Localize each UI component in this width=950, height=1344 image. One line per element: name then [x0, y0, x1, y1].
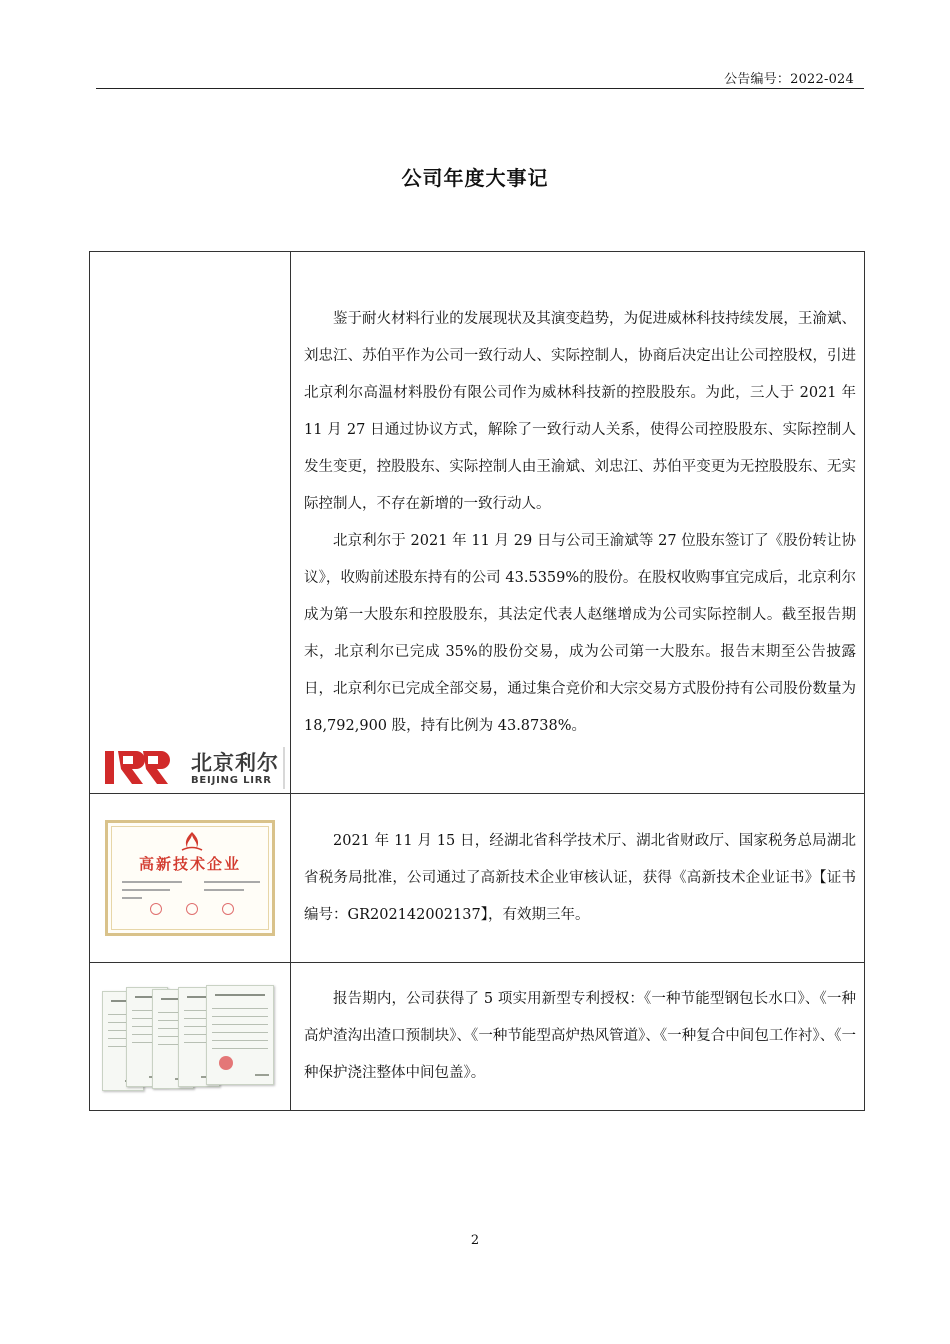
image-cell-logo	[90, 252, 291, 794]
image-cell-certificate	[90, 794, 291, 963]
event-row-ownership-change	[90, 252, 865, 794]
events-table	[89, 251, 865, 1111]
beijing-lirr-logo	[103, 739, 285, 795]
announcement-code: 公告编号：2022-024	[724, 72, 854, 87]
certificate-seal-icon	[150, 903, 162, 915]
paragraph: 鉴于耐火材料行业的发展现状及其演变趋势，为促进威林科技持续发展，王渝斌、刘忠江、苏伯平作为公司一致行动人、实际控制人，协商后决定出让公司控股权，引进北京利尔高温材料股份有限公司作为威林科技新的控股股东。为此，三人于 2021 年 11 月 27 日通过协议方式，解除了一致行动人关系，使得公司控股股东、实际控制人发生变更，控股股东、实际控制人由王渝斌、刘忠江、苏伯平变更为无控股股东、无实际控制人，不存在新增的一致行动人。	[304, 310, 856, 512]
lirr-mark-icon	[103, 739, 185, 795]
certificate-seal-icon	[186, 903, 198, 915]
certificate-title: 高新技术企业	[138, 855, 241, 873]
text-cell-high-tech-certification	[291, 794, 865, 963]
certificate-text-line	[204, 889, 244, 891]
page-title: 公司年度大事记	[401, 166, 549, 190]
patent-certificate	[206, 985, 274, 1085]
image-cell-patents	[90, 963, 291, 1111]
paragraph: 报告期内，公司获得了 5 项实用新型专利授权：《一种节能型钢包长水口》、《一种高炉渣沟出渣口预制块》、《一种节能型高炉热风管道》、《一种复合中间包工作衬》、《一种保护浇注整体中间包盖》。	[304, 991, 856, 1081]
text-cell-patents	[291, 963, 865, 1111]
event-row-high-tech-certification	[90, 794, 865, 963]
paragraph: 2021 年 11 月 15 日，经湖北省科学技术厅、湖北省财政厅、国家税务总局湖北省税务局批准，公司通过了高新技术企业审核认证，获得《高新技术企业证书》【证书编号：GR202142002137】，有效期三年。	[304, 832, 856, 923]
logo-chinese-name: 北京利尔	[191, 750, 279, 775]
red-seal-icon	[219, 1056, 233, 1070]
flame-emblem-icon	[179, 831, 205, 853]
page-number: 2	[470, 1233, 480, 1248]
logo-english-name: BEIJING LIRR	[191, 774, 272, 786]
text-cell-ownership-change	[291, 252, 865, 794]
certificate-text-line	[204, 881, 260, 883]
high-tech-certificate-image	[105, 820, 275, 936]
certificate-text-line	[122, 881, 182, 883]
certificate-text-line	[122, 889, 170, 891]
certificate-text-line	[122, 897, 142, 899]
event-row-patents	[90, 963, 865, 1111]
patent-certificates-image	[102, 981, 278, 1093]
certificate-seal-icon	[222, 903, 234, 915]
header-divider	[96, 88, 864, 89]
paragraph: 北京利尔于 2021 年 11 月 29 日与公司王渝斌等 27 位股东签订了《股份转让协议》，收购前述股东持有的公司 43.5359%的股份。在股权收购事宜完成后，北京利尔成为第一大股东和控股股东，其法定代表人赵继增成为公司实际控制人。截至报告期末，北京利尔已完成 35%的股份交易，成为公司第一大股东。报告末期至公告披露日，北京利尔已完成全部交易，通过集合竞价和大宗交易方式股份持有公司股份数量为 18,792,900 股，持有比例为 43.8738%。	[304, 532, 856, 734]
logo-divider	[283, 747, 285, 789]
